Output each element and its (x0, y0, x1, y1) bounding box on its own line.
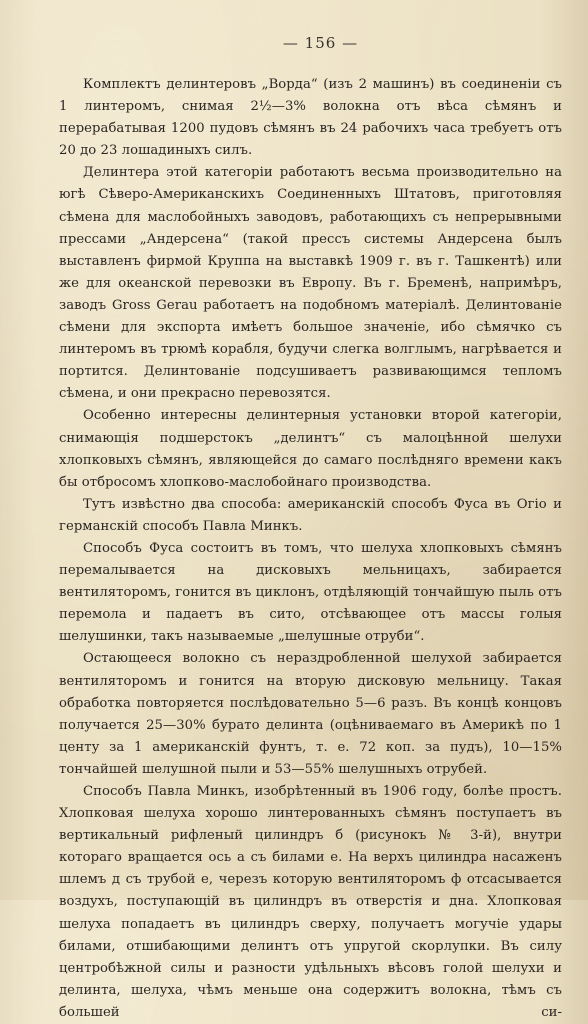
paragraph-delinter-set: Комплектъ делинтеровъ „Ворда“ (изъ 2 машинъ) въ соединеніи съ 1 линтеромъ, снимая 2½—3% волокна отъ вѣса сѣмянъ и перерабатывая 1200 пудовъ сѣмянъ въ 24 рабочихъ часа требуетъ отъ 20 до 23 лошадиныхъ силъ. (59, 77, 562, 159)
page-number: — 156 — (282, 34, 359, 52)
paragraph-delinter-category: Делинтера этой категоріи работаютъ весьма производительно на югѣ Сѣверо-Американскихъ Соединенныхъ Штатовъ, приготовляя сѣмена для маслобойныхъ заводовъ, работающихъ съ непрерывными прессами „Андерсена“ (такой прессъ системы Андерсена былъ выставленъ фирмой Круппа на выставкѣ 1909 г. въ г. Ташкентѣ) или же для океанской перевозки въ Европу. Въ г. Бременѣ, напримѣръ, заводъ Gross Gerau работаетъ на подобномъ матеріалѣ. Делинтованіе сѣмени для экспорта имѣетъ большое значеніе, ибо сѣмячко съ линтеромъ въ трюмѣ корабля, будучи слегка волглымъ, нагрѣвается и портится. Делинтованіе подсушиваетъ развивающимся тепломъ сѣмена, и они прекрасно перевозятся. (59, 165, 562, 402)
paragraph-fuss-method: Способъ Фуса состоитъ въ томъ, что шелуха хлопковыхъ сѣмянъ перемалывается на дисковыхъ мельницахъ, забирается вентиляторомъ, гонится въ циклонъ, отдѣляющій тончайшую пыль отъ перемола и падаетъ въ сито, отсѣвающее отъ массы голыя шелушинки, такъ называемые „шелушные отруби“. (59, 540, 562, 645)
paragraph-mink-method: Способъ Павла Минкъ, изобрѣтенный въ 1906 году, болѣе простъ. Хлопковая шелуха хорошо линтерованныхъ сѣмянъ поступаетъ въ вертикальный рифленый цилиндръ б (рисунокъ № 3-й), внутри котораго вращается ось а съ билами е. На верхъ цилиндра насаженъ шлемъ д съ трубой е, черезъ которую вентиляторомъ ф отсасывается воздухъ, поступающій въ цилиндръ въ отверстія и дна. Хлопковая шелуха попадаетъ въ цилиндръ сверху, получаетъ могучіе удары билами, отшибающими делинтъ отъ упругой скорлупки. Въ силу центробѣжной силы и разности удѣльныхъ вѣсовъ голой шелухи и делинта, шелуха, чѣмъ меньше она содержитъ волокна, тѣмъ съ большей си- (59, 784, 562, 1020)
paragraph-fuss-result: Остающееся волокно съ нераздробленной шелухой забирается вентиляторомъ и гонится на вторую дисковую мельницу. Такая обработка повторяется послѣдовательно 5—6 разъ. Въ концѣ концовъ получается 25—30% бурато делинта (оцѣниваемаго въ Америкѣ по 1 центу за 1 американскій фунтъ, т. е. 72 коп. за пудъ), 10—15% тончайшей шелушной пыли и 53—55% шелушныхъ отрубей. (59, 651, 562, 777)
paragraph-two-methods: Тутъ извѣстно два способа: американскій способъ Фуса въ Огіо и германскій способъ Павла Минкъ. (59, 496, 562, 534)
paragraph-second-category: Особенно интересны делинтерныя установки второй категоріи, снимающія подшерстокъ „делинтъ“ съ малоцѣнной шелухи хлопковыхъ сѣмянъ, являющейся до самаго послѣдняго времени какъ бы отбросомъ хлопково-маслобойнаго производства. (59, 408, 562, 490)
body-text (59, 74, 562, 1024)
